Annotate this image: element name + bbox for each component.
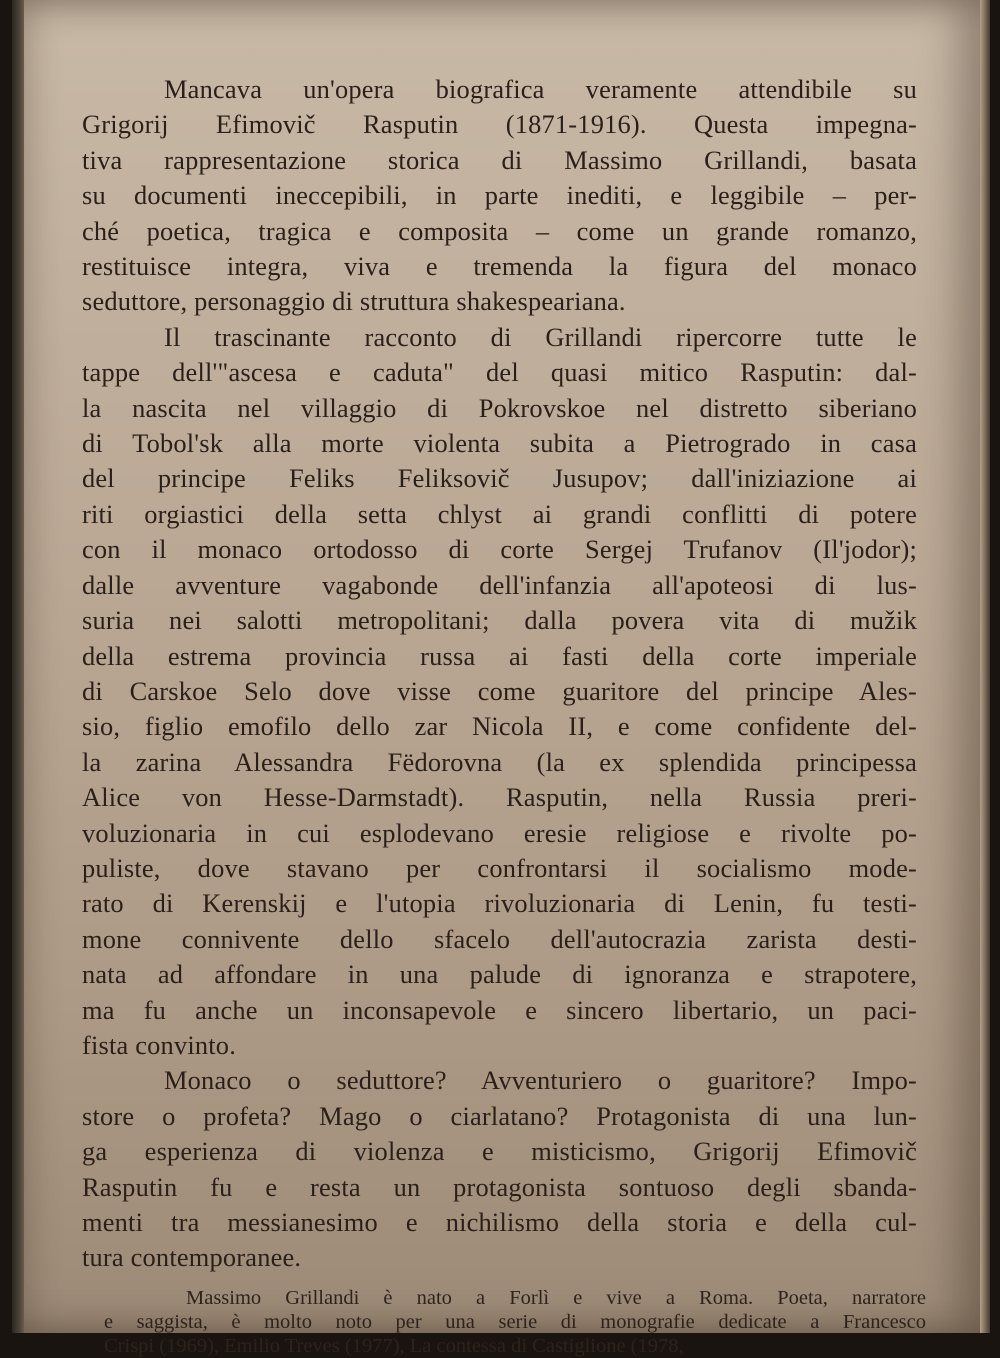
- text-line: seduttore, personaggio di struttura shakespeariana.: [82, 286, 626, 317]
- paragraph-1: [82, 72, 917, 320]
- bio-line: e saggista, è molto noto per una serie di monografie dedicate a Francesco: [104, 1311, 926, 1333]
- text-line: Monaco o seduttore? Avventuriero o guaritore? Impo-: [164, 1065, 917, 1096]
- text-line: ga esperienza di violenza e misticismo, Grigorij Efimovič: [82, 1136, 917, 1167]
- text-line: con il monaco ortodosso di corte Sergej Trufanov (Il'jodor);: [82, 534, 917, 565]
- text-line: fista convinto.: [82, 1029, 236, 1060]
- text-line: tura contemporanee.: [82, 1242, 302, 1273]
- text-line: Mancava un'opera biografica veramente attendibile su: [164, 74, 917, 104]
- paragraph-2: [82, 320, 917, 1064]
- text-line: mone connivente dello sfacelo dell'autocrazia zarista desti-: [82, 923, 917, 954]
- page-right-edge: [980, 0, 990, 1333]
- text-line: suria nei salotti metropolitani; dalla povera vita di mužik: [82, 605, 917, 636]
- text-line: menti tra messianesimo e nichilismo della storia e della cul-: [82, 1207, 917, 1237]
- text-line: rato di Kerenskij e l'utopia rivoluzionaria di Lenin, fu testi-: [82, 888, 917, 919]
- text-line: riti orgiastici della setta chlyst ai grandi conflitti di potere: [82, 498, 917, 529]
- text-line: Il trascinante racconto di Grillandi ripercorre tutte le: [164, 321, 917, 352]
- bio-line: Massimo Grillandi è nato a Forlì e vive a Roma. Poeta, narratore: [186, 1287, 926, 1309]
- text-line: ma fu anche un inconsapevole e sincero libertario, un paci-: [82, 994, 917, 1025]
- text-line: puliste, dove stavano per confrontarsi il socialismo mode-: [82, 852, 917, 883]
- text-line: restituisce integra, viva e tremenda la figura del monaco: [82, 251, 917, 282]
- page-left-edge: [12, 0, 24, 1333]
- paragraph-3: [82, 1063, 917, 1275]
- bio-line: Crispi (1969), Emilio Treves (1977), La contessa di Castiglione (1978,: [104, 1335, 684, 1357]
- text-line: Grigorij Efimovič Rasputin (1871-1916). Questa impegna-: [82, 109, 917, 140]
- text-line: voluzionaria in cui esplodevano eresie religiose e rivolte po-: [82, 817, 917, 848]
- text-line: la zarina Alessandra Fëdorovna (la ex splendida principessa: [82, 746, 917, 777]
- text-line: della estrema provincia russa ai fasti della corte imperiale: [82, 640, 917, 671]
- text-line: di Carskoe Selo dove visse come guaritore del principe Ales-: [82, 675, 917, 706]
- text-line: la nascita nel villaggio di Pokrovskoe nel distretto siberiano: [82, 392, 917, 423]
- text-line: ché poetica, tragica e composita – come un grande romanzo,: [82, 215, 917, 246]
- book-page: [12, 0, 990, 1357]
- blurb-text: [82, 72, 917, 1276]
- text-line: store o profeta? Mago o ciarlatano? Protagonista di una lun-: [82, 1100, 917, 1131]
- text-line: sio, figlio emofilo dello zar Nicola II, e come confidente del-: [82, 711, 917, 742]
- text-line: Rasputin fu e resta un protagonista sontuoso degli sbanda-: [82, 1171, 917, 1202]
- text-line: del principe Feliks Feliksovič Jusupov; dall'iniziazione ai: [82, 463, 917, 494]
- text-line: tiva rappresentazione storica di Massimo Grillandi, basata: [82, 144, 917, 175]
- text-line: nata ad affondare in una palude di ignoranza e strapotere,: [82, 959, 917, 990]
- text-line: di Tobol'sk alla morte violenta subita a Pietrogrado in casa: [82, 428, 917, 459]
- text-line: Alice von Hesse-Darmstadt). Rasputin, nella Russia preri-: [82, 782, 917, 813]
- author-bio: [104, 1286, 926, 1358]
- text-line: tappe dell'"ascesa e caduta" del quasi mitico Rasputin: dal-: [82, 357, 917, 388]
- text-line: su documenti ineccepibili, in parte inediti, e leggibile – per-: [82, 180, 917, 211]
- text-line: dalle avventure vagabonde dell'infanzia all'apoteosi di lus-: [82, 569, 917, 600]
